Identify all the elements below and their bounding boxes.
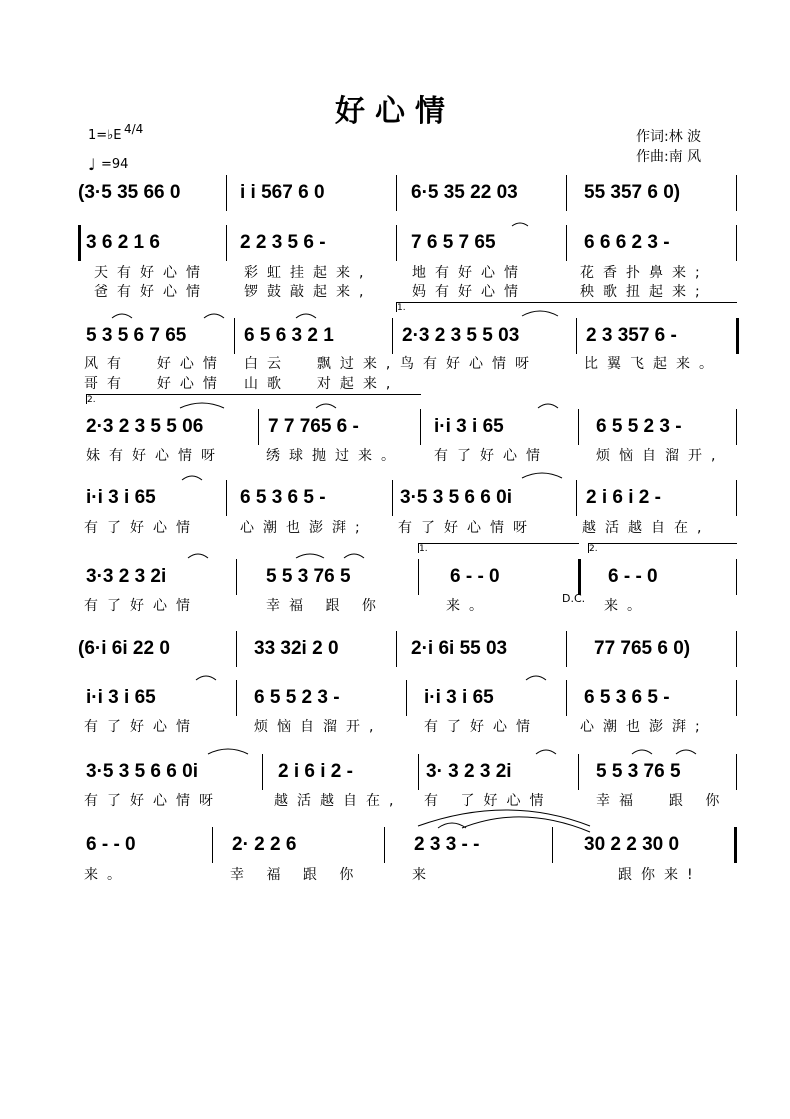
measure: 77 765 6 0) [594, 638, 691, 659]
slur [296, 554, 324, 558]
da-capo-mark: D.C. [562, 592, 586, 605]
lyric: 有了好心情呀 [84, 793, 222, 809]
lyric: 哥有 好心情 [84, 376, 226, 392]
measure: 2 i 6 i 2 - [278, 761, 353, 782]
lyric: 来。 [604, 598, 650, 614]
slur [632, 750, 652, 754]
lyric: 秧歌扭起来; [580, 284, 709, 300]
volta-1: 1. [418, 543, 579, 553]
volta-2: 2. [86, 394, 421, 404]
measure: 55 357 6 0) [584, 182, 681, 203]
lyric: 花香扑鼻来; [580, 265, 709, 281]
lyric: 越活越自在, [274, 793, 403, 809]
measure: 2 3 3 - - [414, 834, 480, 855]
lyric: 鸟有好心情呀 [400, 356, 538, 372]
slur [180, 403, 224, 408]
slur [344, 554, 364, 558]
lyric: 烦恼自溜开, [254, 719, 383, 735]
measure: 7 6 5 7 65 [411, 232, 496, 253]
lyric: 幸福 跟 你 [266, 598, 385, 614]
measure: 5 5 3 76 5 [266, 566, 351, 587]
lyric: 山歌 对起来, [244, 376, 400, 392]
measure: 2 i 6 i 2 - [586, 487, 661, 508]
measure: 5 3 5 6 7 65 [86, 325, 187, 346]
measure: 3· 3 2 3 2i [426, 761, 512, 782]
measure: 7 7 765 6 - [268, 416, 359, 437]
measure: 2· 2 2 6 [232, 834, 297, 855]
lyric: 跟你来! [618, 867, 702, 883]
measure: 6 5 6 3 2 1 [244, 325, 334, 346]
slur [512, 223, 528, 226]
lyric: 有 了好心情 [424, 793, 553, 809]
time-signature: 4/4 [124, 122, 144, 136]
slur [522, 473, 562, 478]
measure: 2·3 2 3 5 5 06 [86, 416, 204, 437]
measure: 6 5 3 6 5 - [584, 687, 670, 708]
lyric: 地有好心情 [412, 265, 527, 281]
slur [316, 404, 336, 408]
measure: i·i 3 i 65 [424, 687, 494, 708]
lyric: 来。 [84, 867, 130, 883]
song-title: 好心情 [335, 94, 455, 129]
volta-2: 2. [588, 543, 737, 553]
lyric: 来 [412, 867, 435, 883]
lyric: 天有好心情 [94, 265, 209, 281]
composer: 作曲:南 风 [636, 149, 702, 165]
measure: 6·5 35 22 03 [411, 182, 518, 203]
lyricist: 作词:林 波 [636, 129, 702, 145]
lyric: 幸福 跟 你 [596, 793, 729, 809]
slur [204, 314, 224, 318]
lyric: 越活越自在, [582, 520, 711, 536]
lyric: 妈有好心情 [412, 284, 527, 300]
tempo: =94 [101, 157, 129, 172]
lyric: 烦恼自溜开, [596, 448, 725, 464]
slur [196, 676, 216, 680]
measure: 30 2 2 30 0 [584, 834, 680, 855]
lyric: 有了好心情呀 [398, 520, 536, 536]
lyric: 心潮也澎湃; [240, 520, 369, 536]
measure: 6 - - 0 [608, 566, 658, 587]
measure: 6 - - 0 [86, 834, 136, 855]
lyric: 有了好心情 [84, 598, 199, 614]
measure: 33 32i 2 0 [254, 638, 339, 659]
measure: 5 5 3 76 5 [596, 761, 681, 782]
slur [676, 750, 696, 754]
measure: 2·3 2 3 5 5 03 [402, 325, 520, 346]
lyric: 白云 飘过来, [244, 356, 400, 372]
quarter-note-icon: ♩ [88, 155, 96, 174]
measure: 6 6 6 2 3 - [584, 232, 670, 253]
measure: i i 567 6 0 [240, 182, 325, 203]
lyric: 妹有好心情呀 [86, 448, 224, 464]
slur [208, 749, 248, 754]
measure: (3·5 35 66 0 [78, 182, 181, 203]
measure: 2 3 357 6 - [586, 325, 677, 346]
measure: (6·i 6i 22 0 [78, 638, 170, 659]
lyric: 绣球抛过来。 [266, 448, 404, 464]
lyric: 爸有好心情 [94, 284, 209, 300]
measure: 6 5 3 6 5 - [240, 487, 326, 508]
lyric: 彩虹挂起来, [244, 265, 373, 281]
slur [112, 314, 132, 318]
slur [538, 404, 558, 408]
slur [296, 314, 316, 318]
lyric: 锣鼓敲起来, [244, 284, 373, 300]
lyric: 来。 [446, 598, 492, 614]
measure: i·i 3 i 65 [86, 487, 156, 508]
measure: 3·5 3 5 6 6 0i [86, 761, 198, 782]
key-signature: 1=♭E [88, 128, 122, 143]
lyric: 有了好心情 [84, 520, 199, 536]
measure: 3 6 2 1 6 [86, 232, 160, 253]
measure: 6 5 5 2 3 - [254, 687, 340, 708]
lyric: 有了好心情 [424, 719, 539, 735]
measure: 6 5 5 2 3 - [596, 416, 682, 437]
slur [182, 476, 202, 480]
lyric: 有了好心情 [434, 448, 549, 464]
slur [522, 311, 558, 316]
lyric: 心潮也澎湃; [580, 719, 709, 735]
lyric: 比翼飞起来。 [584, 356, 722, 372]
slur [438, 823, 466, 828]
lyric: 有了好心情 [84, 719, 199, 735]
measure: i·i 3 i 65 [86, 687, 156, 708]
lyric: 幸 福 跟 你 [230, 867, 363, 883]
slur [188, 554, 208, 558]
measure: i·i 3 i 65 [434, 416, 504, 437]
slur [536, 750, 556, 754]
measure: 3·3 2 3 2i [86, 566, 167, 587]
measure: 3·5 3 5 6 6 0i [400, 487, 512, 508]
measure: 6 - - 0 [450, 566, 500, 587]
slur [526, 676, 546, 680]
volta-1: 1. [396, 302, 737, 312]
lyric: 风有 好心情 [84, 356, 226, 372]
measure: 2·i 6i 55 03 [411, 638, 508, 659]
measure: 2 2 3 5 6 - [240, 232, 326, 253]
